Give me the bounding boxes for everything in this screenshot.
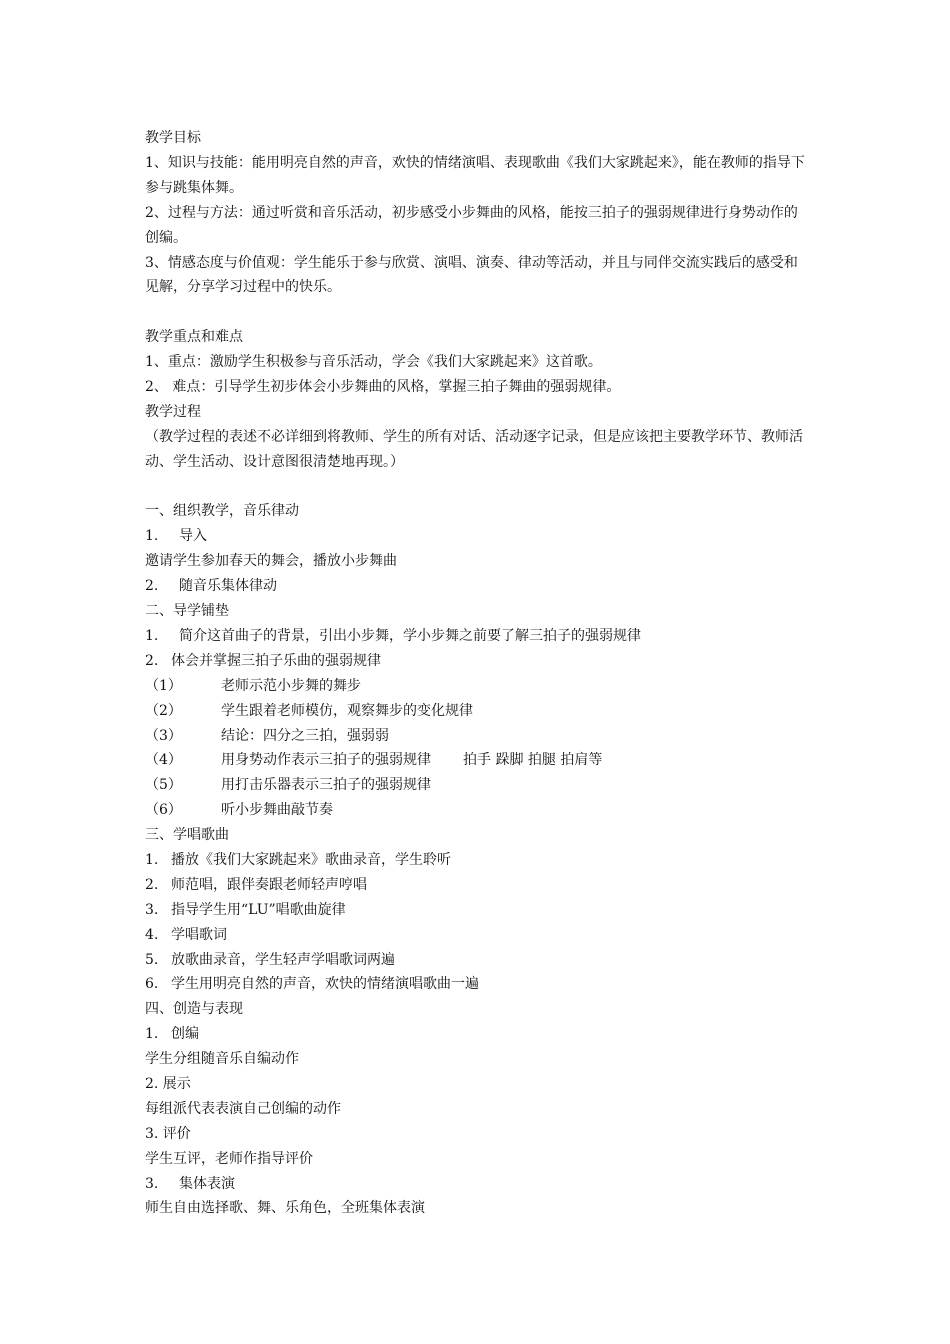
process-heading: 教学过程	[145, 403, 201, 420]
part2-heading: 二、导学铺垫	[145, 603, 229, 620]
part1-step-2	[145, 574, 810, 599]
step-text: 师范唱，跟伴奏跟老师轻声哼唱	[171, 876, 367, 893]
sub-text: 听小步舞曲敲节奏	[221, 802, 333, 819]
step-text: 随音乐集体律动	[179, 578, 277, 595]
spacer	[145, 475, 810, 500]
keypoints-heading: 教学重点和难点	[145, 329, 243, 346]
part2-sub-item	[145, 724, 810, 749]
part2-sub-item	[145, 798, 810, 823]
part1-step-1-desc: 邀请学生参加春天的舞会，播放小步舞曲	[145, 553, 397, 570]
sub-number: （4）	[145, 752, 182, 769]
goals-heading: 教学目标	[145, 130, 201, 146]
part1-step-1	[145, 524, 810, 549]
step-number: 2.	[145, 578, 159, 595]
part4-step-3: 3. 评价	[145, 1125, 191, 1142]
part3-heading: 三、学唱歌曲	[145, 827, 229, 844]
step-text: 集体表演	[179, 1175, 235, 1192]
sub-text: 老师示范小步舞的舞步	[221, 677, 361, 694]
step-text: 导入	[179, 528, 207, 545]
step-number: 1.	[145, 627, 159, 644]
step-number: 6.	[145, 976, 159, 993]
part4-step-1-desc: 学生分组随音乐自编动作	[145, 1051, 299, 1068]
sub-number: （5）	[145, 777, 182, 794]
part4-heading: 四、创造与表现	[145, 1001, 243, 1018]
keypoint-item-2: 2、 难点：引导学生初步体会小步舞曲的风格，掌握三拍子舞曲的强弱规律。	[145, 379, 621, 395]
part2-sub-item	[145, 748, 810, 773]
sub-number: （3）	[145, 727, 182, 744]
part3-step	[145, 898, 810, 923]
sub-text: 用打击乐器表示三拍子的强弱规律	[221, 777, 431, 794]
part4-step-3-desc: 学生互评，老师作指导评价	[145, 1150, 313, 1167]
sub-text: 结论：四分之三拍，强弱弱	[221, 727, 389, 744]
part4-step-2-desc: 每组派代表表演自己创编的动作	[145, 1100, 341, 1117]
step-text: 学唱歌词	[171, 926, 227, 943]
step-number: 4.	[145, 926, 159, 943]
process-note: （教学过程的表述不必详细到将教师、学生的所有对话、活动逐字记录，但是应该把主要教学环节、教师活动、学生活动、设计意图很清楚地再现。）	[145, 428, 803, 470]
part2-sub-item	[145, 674, 810, 699]
step-text: 学生用明亮自然的声音，欢快的情绪演唱歌曲一遍	[171, 976, 479, 993]
part2-sub-item	[145, 699, 810, 724]
sub-number: （1）	[145, 677, 182, 694]
part3-step	[145, 923, 810, 948]
goal-item-1: 1、知识与技能：能用明亮自然的声音，欢快的情绪演唱、表现歌曲《我们大家跳起来》，能在教师的指导下参与跳集体舞。	[145, 154, 805, 196]
sub-text: 用身势动作表示三拍子的强弱规律	[221, 752, 431, 769]
step-text: 放歌曲录音，学生轻声学唱歌词两遍	[171, 951, 395, 968]
part4-step-4-desc: 师生自由选择歌、舞、乐角色，全班集体表演	[145, 1200, 425, 1217]
part3-step	[145, 972, 810, 997]
part4-step-4	[145, 1172, 810, 1197]
sub-number: （2）	[145, 702, 182, 719]
step-number: 1.	[145, 528, 159, 545]
keypoint-item-1: 1、重点：激励学生积极参与音乐活动，学会《我们大家跳起来》这首歌。	[145, 354, 602, 371]
sub-extra: 拍手 跺脚 拍腿 拍肩等	[463, 752, 603, 769]
step-text: 体会并掌握三拍子乐曲的强弱规律	[171, 652, 381, 669]
lesson-plan-body	[145, 126, 810, 1221]
spacer	[145, 300, 810, 325]
goal-item-3: 3、情感态度与价值观：学生能乐于参与欣赏、演唱、演奏、律动等活动，并且与同伴交流实践后的感受和见解，分享学习过程中的快乐。	[145, 254, 798, 296]
step-number: 1.	[145, 851, 159, 868]
part3-step	[145, 873, 810, 898]
step-text: 简介这首曲子的背景，引出小步舞，学小步舞之前要了解三拍子的强弱规律	[179, 627, 641, 644]
sub-text: 学生跟着老师模仿，观察舞步的变化规律	[221, 702, 473, 719]
sub-number: （6）	[145, 802, 182, 819]
part2-sub-item	[145, 773, 810, 798]
part4-step-1	[145, 1022, 810, 1047]
part2-step-1	[145, 624, 810, 649]
part2-step-2	[145, 649, 810, 674]
step-text: 播放《我们大家跳起来》歌曲录音，学生聆听	[171, 851, 451, 868]
goal-item-2: 2、过程与方法：通过听赏和音乐活动，初步感受小步舞曲的风格，能按三拍子的强弱规律进行身势动作的创编。	[145, 204, 798, 246]
step-number: 2.	[145, 876, 159, 893]
part1-heading: 一、组织教学，音乐律动	[145, 503, 299, 520]
step-text: 指导学生用“LU”唱歌曲旋律	[171, 901, 346, 918]
step-number: 2.	[145, 652, 159, 669]
step-text: 创编	[171, 1026, 199, 1043]
part4-step-2: 2. 展示	[145, 1075, 191, 1092]
step-number: 3.	[145, 901, 159, 918]
part3-step	[145, 848, 810, 873]
step-number: 3.	[145, 1175, 159, 1192]
step-number: 5.	[145, 951, 159, 968]
part3-step	[145, 948, 810, 973]
step-number: 1.	[145, 1026, 159, 1043]
